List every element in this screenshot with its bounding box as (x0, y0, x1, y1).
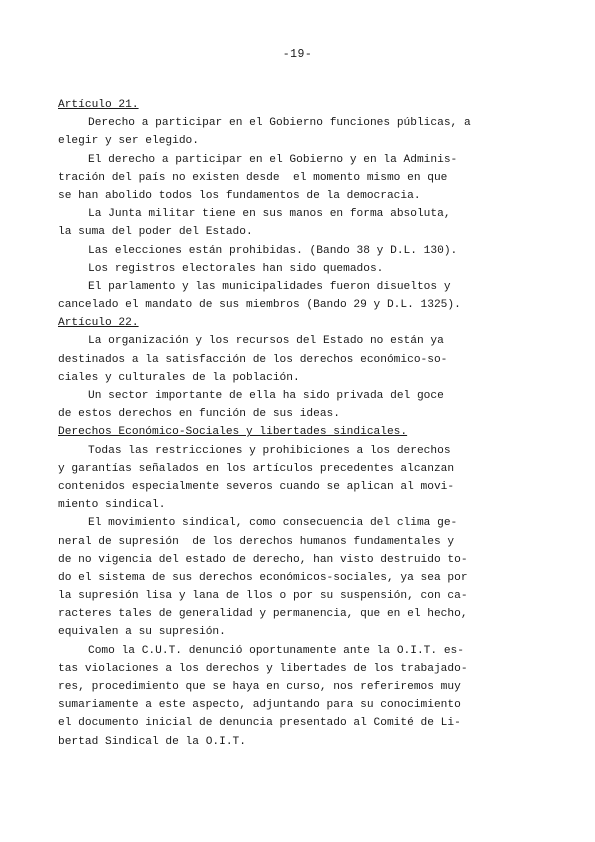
text-line: contenidos especialmente severos cuando se aplican al movi- (58, 480, 455, 493)
text-line: de estos derechos en función de sus ideas. (58, 408, 340, 421)
text-line: Un sector importante de ella ha sido privada del goce (88, 390, 444, 402)
text-line: la suma del poder del Estado. (58, 226, 253, 239)
text-line: miento sindical. (58, 499, 166, 512)
text-line: El derecho a participar en el Gobierno y en la Adminis- (88, 153, 458, 166)
section-heading: Artículo 22. (58, 317, 139, 330)
text-line: Derecho a participar en el Gobierno funciones públicas, a (88, 117, 471, 130)
text-line: racteres tales de generalidad y permanencia, que en el hecho, (58, 608, 468, 621)
text-line: tración del país no existen desde el momento mismo en que (58, 171, 448, 184)
text-line: La organización y los recursos del Estado no están ya (88, 335, 444, 348)
text-line: de no vigencia del estado de derecho, han visto destruido to- (58, 553, 468, 566)
text-line: la supresión lisa y lana de llos o por su suspensión, con ca- (58, 590, 468, 603)
text-line: tas violaciones a los derechos y libertades de los trabajado- (58, 662, 468, 675)
text-line: elegir y ser elegido. (58, 135, 199, 148)
text-line: Los registros electorales han sido quemados. (88, 262, 384, 275)
text-line: Las elecciones están prohibidas. (Bando 38 y D.L. 130). (88, 244, 458, 257)
text-line: Como la C.U.T. denunció oportunamente ante la O.I.T. es- (88, 644, 464, 657)
text-line: do el sistema de sus derechos económicos-sociales, ya sea por (58, 571, 468, 584)
text-line: Todas las restricciones y prohibiciones a los derechos (88, 444, 451, 457)
text-line: La Junta militar tiene en sus manos en forma absoluta, (88, 208, 451, 221)
text-line: ciales y culturales de la población. (58, 371, 300, 384)
section-heading: Derechos Económico-Sociales y libertades sindicales. (58, 426, 408, 439)
document-body (58, 96, 528, 751)
text-line: bertad Sindical de la O.I.T. (58, 735, 246, 748)
text-line: sumariamente a este aspecto, adjuntando para su conocimiento (58, 699, 461, 712)
page-number: -19- (282, 48, 313, 61)
text-line: El parlamento y las municipalidades fueron disueltos y (88, 280, 451, 293)
text-line: y garantías señalados en los artículos precedentes alcanzan (58, 462, 455, 475)
text-line: destinados a la satisfacción de los derechos económico-so- (58, 353, 448, 366)
text-line: res, procedimiento que se haya en curso, nos referiremos muy (58, 681, 461, 693)
text-line: equivalen a su supresión. (58, 626, 226, 639)
text-line: neral de supresión de los derechos humanos fundamentales y (58, 535, 455, 548)
text-line: cancelado el mandato de sus miembros (Bando 29 y D.L. 1325). (58, 299, 461, 312)
text-line: El movimiento sindical, como consecuencia del clima ge- (88, 517, 458, 530)
section-heading: Artículo 21. (58, 99, 139, 111)
text-line: se han abolido todos los fundamentos de la democracia. (58, 189, 421, 202)
text-line: el documento inicial de denuncia presentado al Comité de Li- (58, 717, 461, 730)
